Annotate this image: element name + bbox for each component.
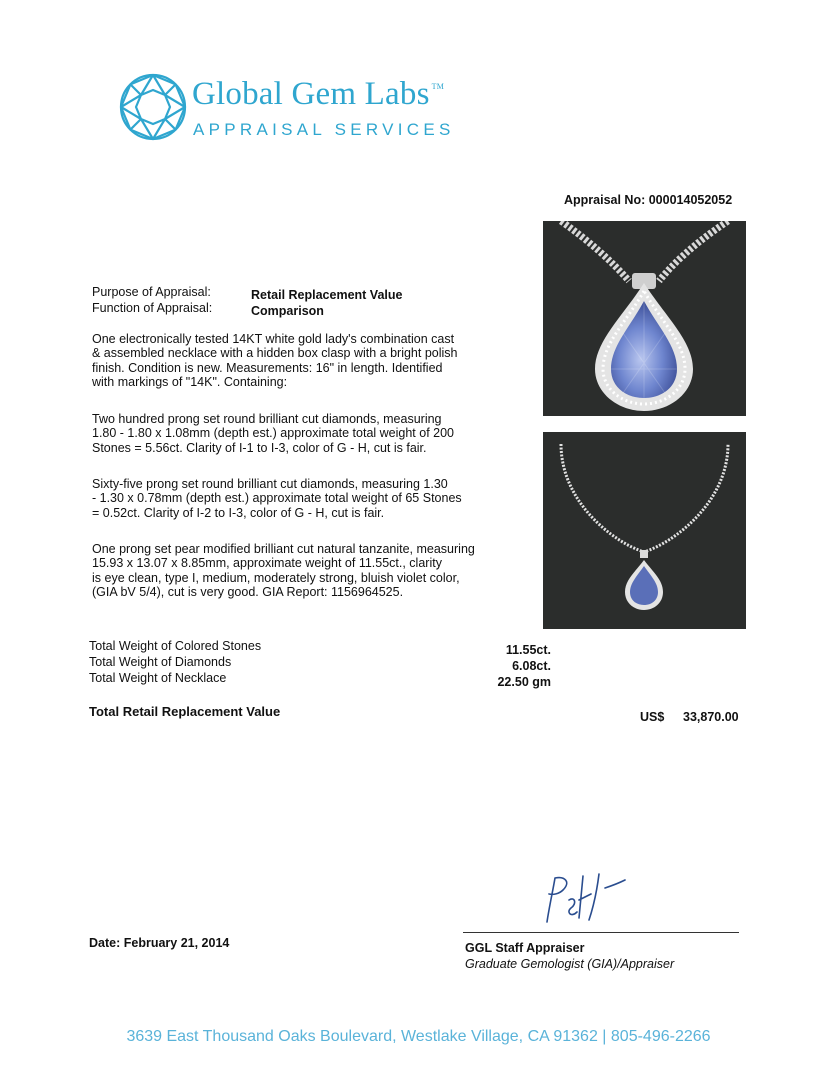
total-colored-stones-label: Total Weight of Colored Stones (89, 639, 262, 653)
total-retail-label: Total Retail Replacement Value (89, 704, 281, 719)
text-line: One prong set pear modified brilliant cut natural tanzanite, measuring (92, 542, 475, 556)
text-line: finish. Condition is new. Measurements: 16" in length. Identified (92, 360, 443, 375)
text-line: & assembled necklace with a hidden box clasp with a bright polish (92, 346, 458, 361)
purpose-value: Retail Replacement Value (251, 288, 403, 302)
tanzanite-paragraph (92, 542, 527, 599)
signature-line (463, 932, 739, 933)
text-line: One electronically tested 14KT white gold lady's combination cast (92, 332, 455, 346)
total-colored-stones-value: 11.55ct. (505, 643, 551, 657)
text-line: 1.80 - 1.80 x 1.08mm (depth est.) approximate total weight of 200 (92, 426, 455, 441)
total-diamonds-label: Total Weight of Diamonds (89, 655, 232, 669)
pendant-photo (543, 221, 746, 416)
total-retail-value: 33,870.00 (683, 710, 739, 724)
appraisal-date: Date: February 21, 2014 (89, 936, 230, 950)
diamonds-200-paragraph (92, 412, 527, 455)
total-necklace-label: Total Weight of Necklace (89, 671, 227, 685)
currency-label: US$ (640, 710, 665, 724)
necklace-photo (543, 432, 746, 629)
text-line: is eye clean, type I, medium, moderately strong, bluish violet color, (92, 570, 460, 585)
total-necklace-value: 22.50 gm (497, 675, 551, 689)
function-value: Comparison (251, 304, 324, 318)
diamonds-65-paragraph (92, 477, 527, 520)
text-line: = 0.52ct. Clarity of I-2 to I-3, color of G - H, cut is fair. (92, 505, 385, 520)
footer-address: 3639 East Thousand Oaks Boulevard, Westlake Village, CA 91362 | 805-496-2266 (126, 1028, 711, 1045)
text-line: with markings of "14K". Containing: (92, 374, 288, 389)
logo-trademark: TM (431, 82, 445, 91)
text-line: (GIA bV 5/4), cut is very good. GIA Report: 1156964525. (92, 584, 404, 599)
logo-subtitle: APPRAISAL SERVICES (193, 120, 455, 139)
text-line: Two hundred prong set round brilliant cut diamonds, measuring (92, 412, 442, 426)
purpose-label: Purpose of Appraisal: (92, 285, 211, 299)
text-line: Sixty-five prong set round brilliant cut diamonds, measuring 1.30 (92, 477, 448, 491)
signature-mark (533, 868, 643, 930)
text-line: Stones = 5.56ct. Clarity of I-1 to I-3, color of G - H, cut is fair. (92, 440, 427, 455)
text-line: - 1.30 x 0.78mm (depth est.) approximate total weight of 65 Stones (92, 491, 462, 506)
function-label: Function of Appraisal: (92, 301, 213, 315)
gem-icon (118, 72, 188, 142)
appraisal-number: Appraisal No: 000014052052 (564, 193, 733, 207)
appraiser-title: Graduate Gemologist (GIA)/Appraiser (465, 957, 675, 971)
appraiser-name: GGL Staff Appraiser (465, 941, 585, 955)
total-diamonds-value: 6.08ct. (512, 659, 551, 673)
logo-name: Global Gem Labs ™ (192, 76, 445, 112)
description-paragraph (92, 332, 527, 389)
text-line: 15.93 x 13.07 x 8.85mm, approximate weight of 11.55ct., clarity (92, 556, 442, 571)
